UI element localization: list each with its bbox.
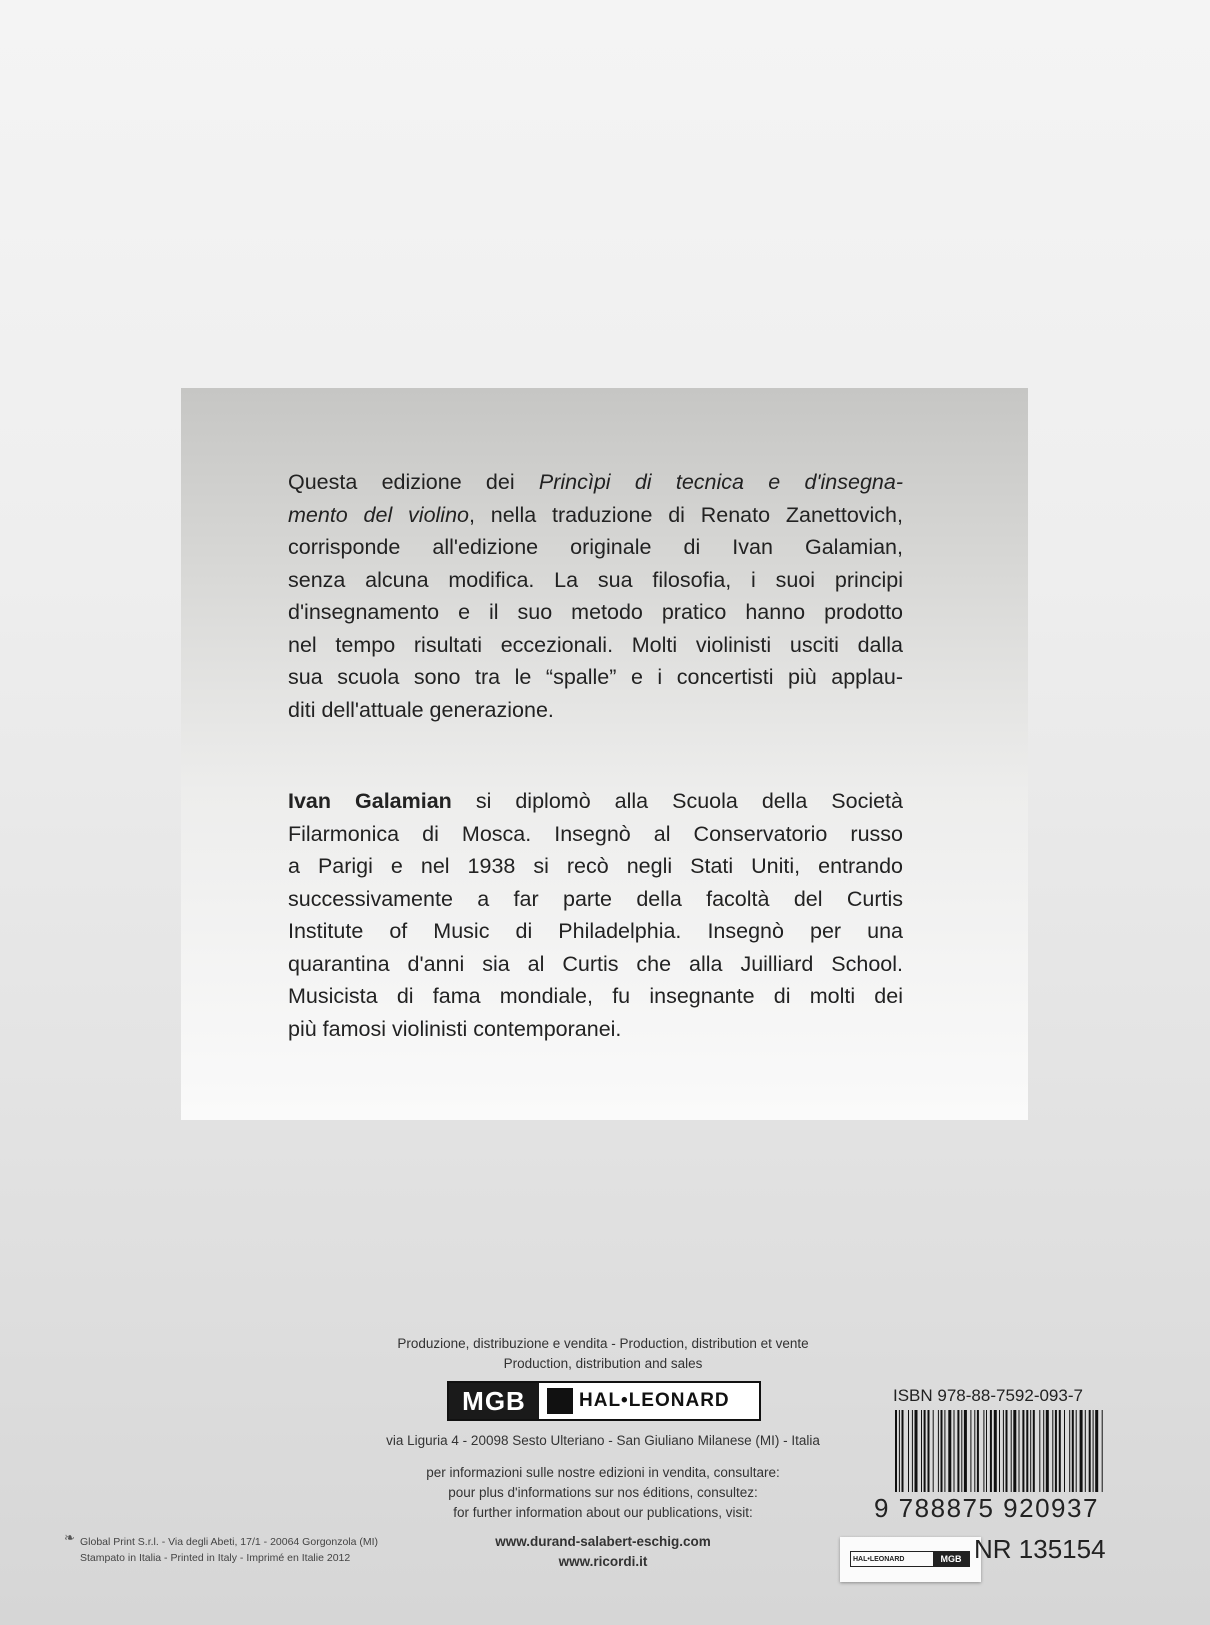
- printer-logo-icon: ❧: [64, 1530, 75, 1545]
- catalog-number: NR 135154: [974, 1534, 1106, 1564]
- barcode-bar: [1095, 1410, 1098, 1492]
- barcode-bar: [1030, 1410, 1031, 1492]
- barcode-bar: [1089, 1410, 1091, 1492]
- bio-line-1: Ivan Galamian si diplomò alla Scuola della Società: [288, 789, 903, 813]
- description-line-8: diti dell'attuale generazione.: [288, 697, 554, 722]
- barcode-bar: [921, 1410, 922, 1492]
- barcode-bar: [1013, 1410, 1016, 1492]
- barcode-bar: [1052, 1410, 1053, 1492]
- barcode-bar: [933, 1410, 934, 1492]
- printer-line-2: Stampato in Italia - Printed in Italy - Imprimé en Italie 2012: [80, 1552, 351, 1564]
- barcode-bar: [990, 1410, 992, 1492]
- barcode-bar: [970, 1410, 971, 1492]
- barcode-bar: [1011, 1410, 1012, 1492]
- bio-line-4: successivamente a far parte della facoltà del Curtis: [288, 886, 903, 911]
- barcode-bar: [954, 1410, 955, 1492]
- barcode-bar: [1055, 1410, 1057, 1492]
- barcode-bar: [977, 1410, 979, 1492]
- barcode-number: 9 788875 920937: [874, 1493, 1099, 1523]
- barcode-bar: [961, 1410, 962, 1492]
- barcode-bar: [983, 1410, 984, 1492]
- description-line-1: Questa edizione dei Princìpi di tecnica e d'insegna-: [288, 470, 903, 494]
- url-ricordi: www.ricordi.it: [558, 1554, 648, 1569]
- bio-line-6: quarantina d'anni sia al Curtis che alla Juilliard School.: [288, 951, 903, 976]
- sticker-logo: [850, 1551, 970, 1567]
- barcode-bar: [1072, 1410, 1074, 1492]
- hal-leonard-mark-icon: [547, 1388, 573, 1414]
- barcode-bar: [924, 1410, 926, 1492]
- bio-line-5: Institute of Music di Philadelphia. Insegnò per una: [288, 919, 903, 943]
- barcode-bar: [1043, 1410, 1044, 1492]
- info-line-it: per informazioni sulle nostre edizioni in vendita, consultare:: [426, 1465, 780, 1480]
- barcode-bar: [1003, 1410, 1004, 1492]
- barcode-bar: [1039, 1410, 1040, 1492]
- barcode-bar: [999, 1410, 1000, 1492]
- barcode-bar: [1093, 1410, 1094, 1492]
- barcode-bar: [895, 1410, 897, 1492]
- description-line-6: nel tempo risultati eccezionali. Molti violinisti usciti dalla: [288, 632, 903, 657]
- sticker-mgb: MGB: [933, 1552, 969, 1566]
- barcode-bar: [986, 1410, 987, 1492]
- barcode-bar: [912, 1410, 913, 1492]
- bio-line-3: a Parigi e nel 1938 si recò negli Stati Uniti, entrando: [288, 854, 903, 878]
- distribution-credits: [300, 1334, 906, 1374]
- mgb-logo: MGB: [449, 1383, 539, 1419]
- info-line-en: for further information about our publications, visit:: [453, 1505, 753, 1520]
- barcode-bar: [1059, 1410, 1061, 1492]
- barcode-bar: [1069, 1410, 1070, 1492]
- distribution-line-1: Produzione, distribuzione e vendita - Production, distribution et vente: [397, 1336, 809, 1351]
- barcode-bar: [1064, 1410, 1065, 1492]
- barcode-bar: [1046, 1410, 1049, 1492]
- barcode-bar: [1019, 1410, 1020, 1492]
- description-line-5: d'insegnamento e il suo metodo pratico hanno prodotto: [288, 600, 903, 624]
- printer-credits: [80, 1534, 378, 1566]
- barcode-bar: [1085, 1410, 1086, 1492]
- barcode-bar: [1076, 1410, 1077, 1492]
- barcode-bar: [938, 1410, 939, 1492]
- bio-line-8: più famosi violinisti contemporanei.: [288, 1016, 622, 1041]
- price-sticker: [840, 1537, 981, 1582]
- barcode-bar: [1006, 1410, 1008, 1492]
- hal-leonard-logo: [539, 1383, 759, 1419]
- url-durand: www.durand-salabert-eschig.com: [495, 1534, 711, 1549]
- barcode-bar: [1033, 1410, 1035, 1492]
- sticker-hal-leonard: HAL•LEONARD: [853, 1555, 905, 1563]
- barcode-bar: [902, 1410, 904, 1492]
- barcode-bar: [915, 1410, 918, 1492]
- printer-line-1: Global Print S.r.l. - Via degli Abeti, 17/1 - 20064 Gorgonzola (MI): [80, 1536, 379, 1548]
- hal-leonard-text: HAL•LEONARD: [579, 1390, 730, 1411]
- bio-line-7: Musicista di fama mondiale, fu insegnante di molti dei: [288, 984, 903, 1008]
- barcode-bar: [1026, 1410, 1028, 1492]
- book-title-cont: mento del violino: [288, 502, 469, 527]
- distribution-line-2: Production, distribution and sales: [503, 1356, 703, 1371]
- barcode-bar: [974, 1410, 975, 1492]
- publisher-address: via Liguria 4 - 20098 Sesto Ulteriano - San Giuliano Milanese (MI) - Italia: [386, 1433, 820, 1448]
- barcode-bar: [964, 1410, 967, 1492]
- isbn-label: ISBN 978-88-7592-093-7: [893, 1386, 1083, 1405]
- barcode-bar: [957, 1410, 959, 1492]
- author-name: Ivan Galamian: [288, 789, 452, 813]
- info-line-fr: pour plus d'informations sur nos éditions, consultez:: [448, 1485, 758, 1500]
- barcode-bar: [1022, 1410, 1024, 1492]
- barcode-bar: [994, 1410, 997, 1492]
- barcode-bar: [928, 1410, 930, 1492]
- description-line-7: sua scuola sono tra le “spalle” e i concertisti più applau-: [288, 665, 903, 689]
- bio-line-2: Filarmonica di Mosca. Insegnò al Conservatorio russo: [288, 821, 903, 846]
- barcode: [893, 1410, 1107, 1492]
- description-line-4: senza alcuna modifica. La sua filosofia, i suoi principi: [288, 567, 903, 592]
- publisher-logos: [447, 1381, 761, 1421]
- barcode-bar: [908, 1410, 909, 1492]
- barcode-bar: [899, 1410, 900, 1492]
- barcode-bar: [1102, 1410, 1103, 1492]
- barcode-bar: [1080, 1410, 1083, 1492]
- barcode-bar: [948, 1410, 951, 1492]
- description-line-3: corrisponde all'edizione originale di Ivan Galamian,: [288, 535, 903, 559]
- barcode-bar: [941, 1410, 943, 1492]
- barcode-bar: [944, 1410, 945, 1492]
- description-line-2: mento del violino, nella traduzione di Renato Zanettovich,: [288, 502, 903, 527]
- website-links: [300, 1532, 906, 1572]
- bio-paragraph: [288, 785, 903, 1045]
- book-title: Princìpi di tecnica e d'insegna-: [538, 470, 903, 494]
- info-lines: [300, 1463, 906, 1523]
- description-paragraph: [288, 466, 903, 726]
